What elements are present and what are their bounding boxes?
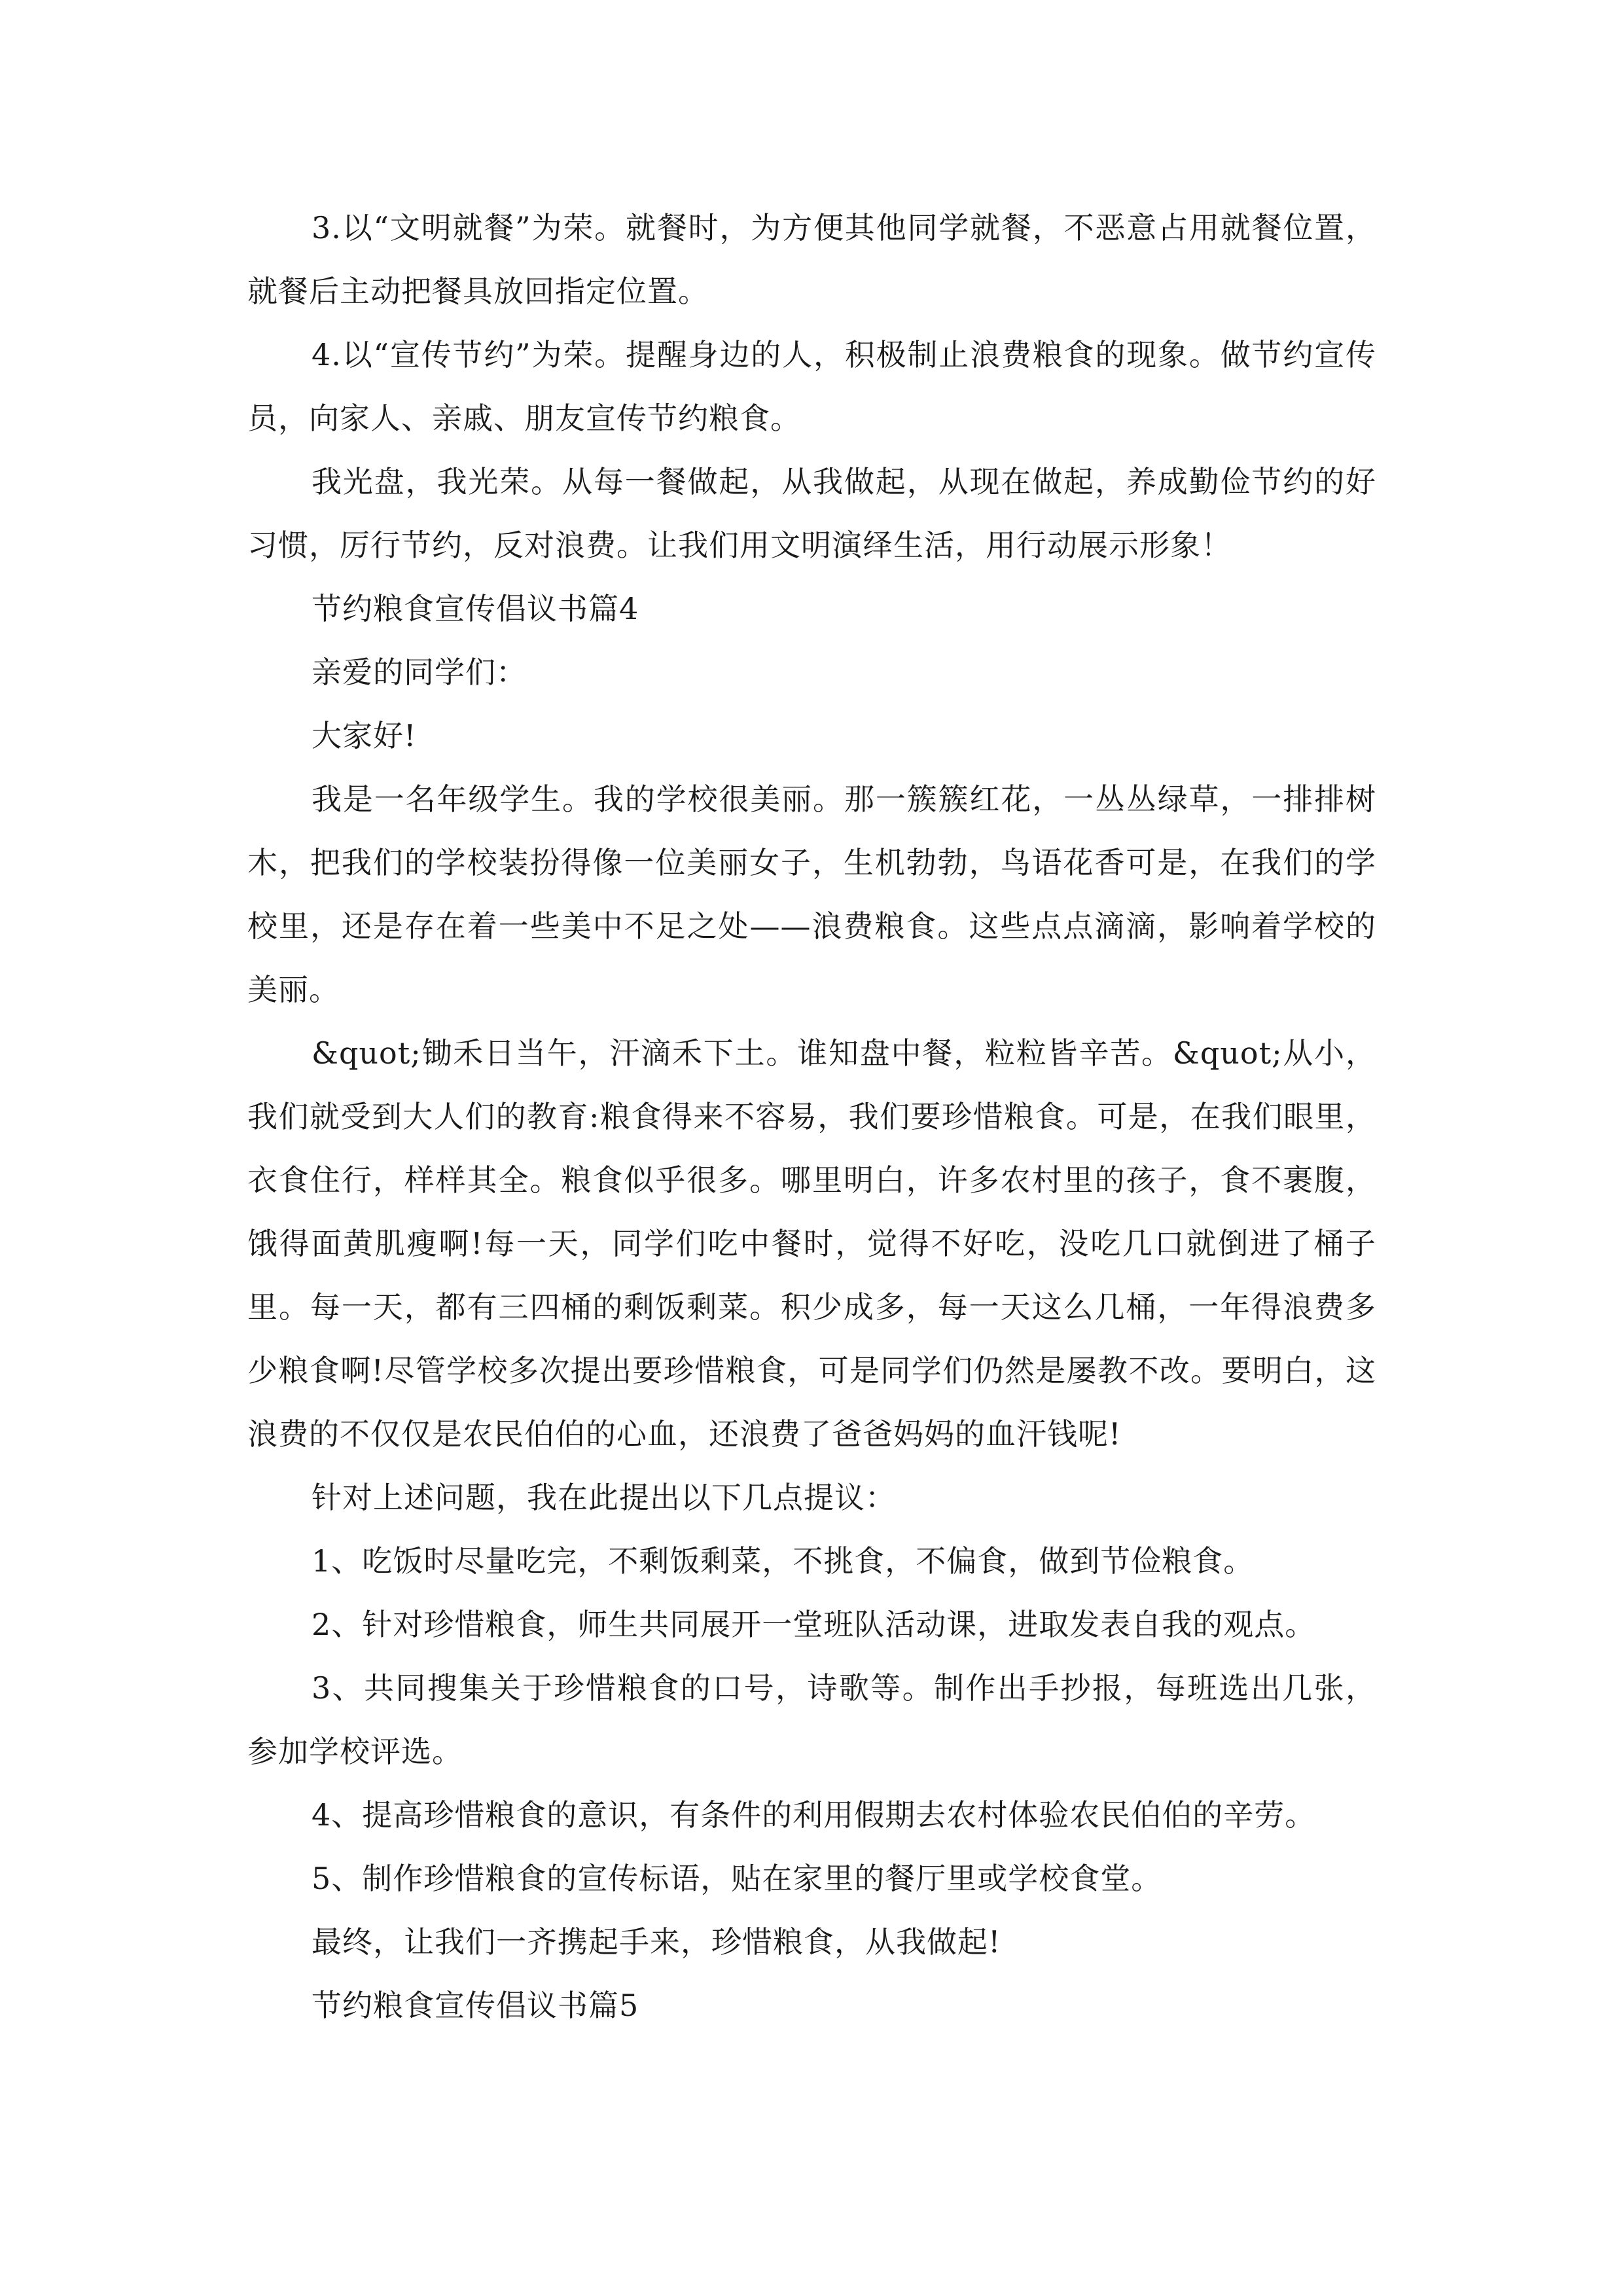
- greeting: 大家好!: [312, 718, 417, 753]
- section-heading-5: 节约粮食宣传倡议书篇5: [312, 1988, 639, 2023]
- section-heading-4: 节约粮食宣传倡议书篇4: [312, 591, 639, 626]
- paragraph-closing-slogan: 我光盘，我光荣。从每一餐做起，从我做起，从现在做起，养成勤俭节约的好习惯，厉行节约，反对浪费。让我们用文明演绎生活，用行动展示形象！: [247, 464, 1376, 563]
- paragraph-proposal-intro: 针对上述问题，我在此提出以下几点提议：: [312, 1480, 896, 1515]
- document-page: [247, 196, 1376, 2037]
- paragraph-poem-waste: &quot;锄禾日当午，汗滴禾下土。谁知盘中餐，粒粒皆辛苦。&quot;从小，我们就受到大人们的教育:粮食得来不容易，我们要珍惜粮食。可是，在我们眼里，衣食住行，样样其全。粮食似乎很多。哪里明白，许多农村里的孩子，食不裹腹，饿得面黄肌瘦啊!每一天，同学们吃中餐时，觉得不好吃，没吃几口就倒进了桶子里。每一天，都有三四桶的剩饭剩菜。积少成多，每一天这么几桶，一年得浪费多少粮食啊!尽管学校多次提出要珍惜粮食，可是同学们仍然是屡教不改。要明白，这浪费的不仅仅是农民伯伯的心血，还浪费了爸爸妈妈的血汗钱呢!: [247, 1035, 1376, 1452]
- salutation: 亲爱的同学们：: [312, 655, 527, 690]
- paragraph-intro: 我是一名年级学生。我的学校很美丽。那一簇簇红花，一丛丛绿草，一排排树木，把我们的学校装扮得像一位美丽女子，生机勃勃，鸟语花香可是，在我们的学校里，还是存在着一些美中不足之处——浪费粮食。这些点点滴滴，影响着学校的美丽。: [247, 781, 1376, 1007]
- paragraph-rule-3: 3.以“文明就餐”为荣。就餐时，为方便其他同学就餐，不恶意占用就餐位置，就餐后主动把餐具放回指定位置。: [247, 210, 1376, 309]
- proposal-item-1: 1、吃饭时尽量吃完，不剩饭剩菜，不挑食，不偏食，做到节俭粮食。: [312, 1543, 1255, 1579]
- paragraph-rule-4: 4.以“宣传节约”为荣。提醒身边的人，积极制止浪费粮食的现象。做节约宣传员，向家人、亲戚、朋友宣传节约粮食。: [247, 337, 1376, 436]
- proposal-item-5: 5、制作珍惜粮食的宣传标语，贴在家里的餐厅里或学校食堂。: [312, 1861, 1162, 1896]
- proposal-item-4: 4、提高珍惜粮食的意识，有条件的利用假期去农村体验农民伯伯的辛劳。: [312, 1797, 1316, 1833]
- proposal-item-3: 3、共同搜集关于珍惜粮食的口号，诗歌等。制作出手抄报，每班选出几张，参加学校评选。: [247, 1670, 1376, 1769]
- proposal-item-2: 2、针对珍惜粮食，师生共同展开一堂班队活动课，进取发表自我的观点。: [312, 1607, 1316, 1642]
- paragraph-conclusion: 最终，让我们一齐携起手来，珍惜粮食，从我做起!: [312, 1924, 1001, 1960]
